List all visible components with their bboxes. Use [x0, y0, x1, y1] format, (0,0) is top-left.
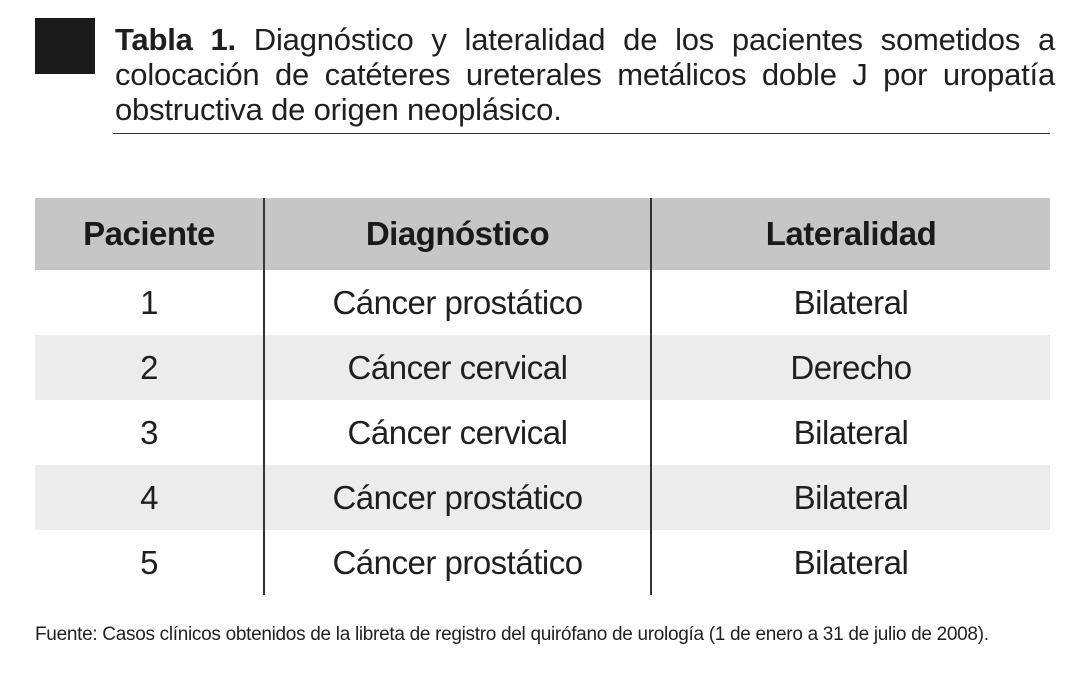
patients-table-container [35, 198, 1050, 595]
table-row [35, 270, 1050, 335]
caption-divider [113, 133, 1050, 134]
caption-label: Tabla 1. [115, 22, 236, 57]
caption-marker-square [35, 18, 95, 74]
cell-diagnostico: Cáncer prostático [264, 465, 651, 530]
cell-lateralidad: Derecho [651, 335, 1050, 400]
table-row [35, 400, 1050, 465]
cell-diagnostico: Cáncer prostático [264, 530, 651, 595]
cell-lateralidad: Bilateral [651, 465, 1050, 530]
header-paciente: Paciente [35, 198, 264, 270]
cell-paciente: 4 [35, 465, 264, 530]
cell-lateralidad: Bilateral [793, 543, 909, 581]
table-caption [115, 22, 1055, 127]
table-header-row [35, 198, 1050, 270]
table-row [35, 465, 1050, 530]
table-row [35, 335, 1050, 400]
cell-diagnostico: Cáncer cervical [264, 400, 651, 465]
cell-lateralidad: Bilateral [793, 283, 909, 321]
header-lateralidad: Lateralidad [651, 198, 1050, 270]
cell-paciente: 3 [35, 400, 264, 465]
cell-paciente: 5 [35, 530, 264, 595]
header-diagnostico: Diagnóstico [264, 198, 651, 270]
cell-lateralidad: Bilateral [793, 413, 909, 451]
patients-table [35, 198, 1050, 595]
cell-diagnostico: Cáncer cervical [264, 335, 651, 400]
source-note: Fuente: Casos clínicos obtenidos de la libreta de registro del quirófano de urología (1 de enero a 31 de julio de 2008). [35, 624, 989, 645]
table-caption-block [0, 0, 1087, 140]
cell-paciente: 2 [35, 335, 264, 400]
table-row [35, 530, 1050, 595]
cell-diagnostico: Cáncer prostático [264, 270, 651, 335]
cell-paciente: 1 [35, 270, 264, 335]
caption-text: Diagnóstico y lateralidad de los pacientes sometidos a colocación de catéteres ureterales metálicos doble J por uropatía obstructiva de origen neoplásico. [115, 22, 1055, 127]
